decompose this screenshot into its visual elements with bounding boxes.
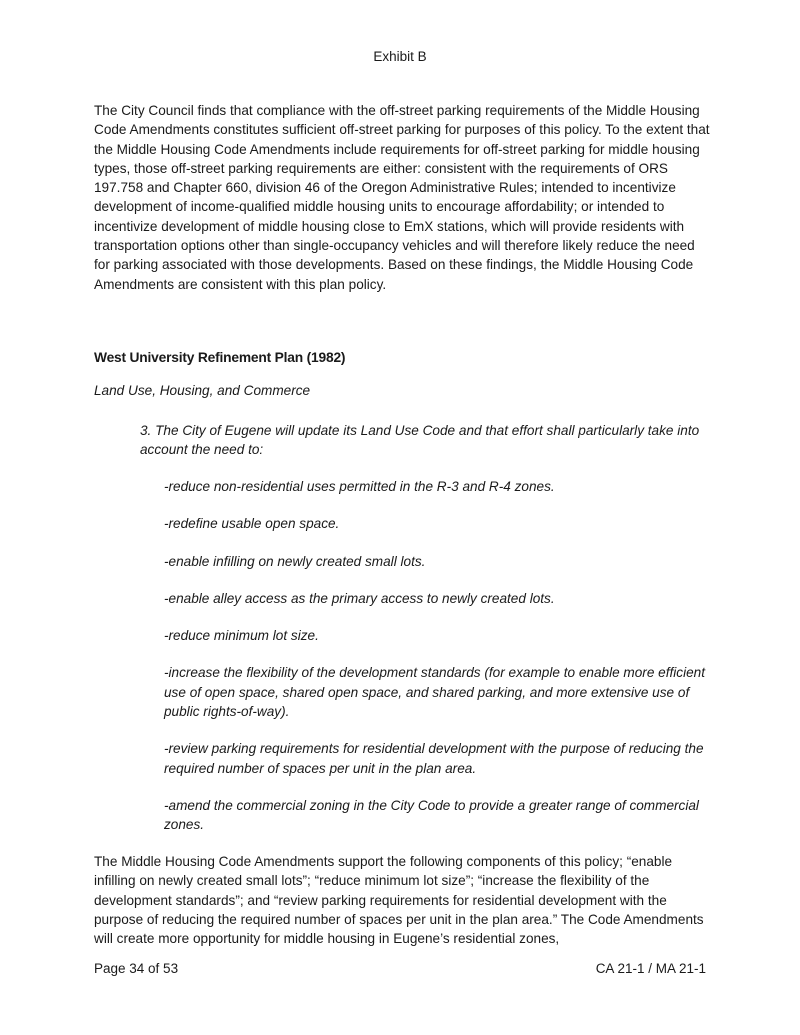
intro-paragraph: The City Council finds that compliance with the off-street parking requirements of the Middle Housing Code Amendments constitutes sufficient off-street parking for purposes of this policy. To the extent that the Middle Housing Code Amendments include requirements for off-street parking for middle housing types, those off-street parking requirements are either: consistent with the requirements of ORS 197.758 and Chapter 660, division 46 of the Oregon Administrative Rules; intended to incentivize development of income-qualified middle housing units to encourage affordability; or intended to incentivize development of middle housing close to EmX stations, which will provide residents with transportation options other than single-occupancy vehicles and will therefore likely reduce the need for parking associated with those developments. Based on these findings, the Middle Housing Code Amendments are consistent with this plan policy. [94,103,710,292]
case-number: CA 21-1 / MA 21-1 [595,961,706,976]
list-item: -enable alley access as the primary access to newly created lots. [164,590,555,606]
list-item: -amend the commercial zoning in the City Code to provide a greater range of commercial zones. [164,797,699,833]
page-number: Page 34 of 53 [94,961,179,976]
list-item: -reduce minimum lot size. [164,628,319,644]
section-heading: West University Refinement Plan (1982) [94,350,346,365]
list-item: -increase the flexibility of the development standards (for example to enable more efficient use of open space, shared open space, and shared parking, and more extensive use of public rights-of-way). [164,665,706,720]
section-subheading: Land Use, Housing, and Commerce [94,383,311,398]
closing-paragraph: The Middle Housing Code Amendments support the following components of this policy; “enable infilling on newly created small lots”; “reduce minimum lot size”; “increase the flexibility of the development standards”; and “review parking requirements for residential development with the purpose of reducing the required number of spaces per unit in the plan area.” The Code Amendments will create more opportunity for middle housing in Eugene’s residential zones, [94,854,704,947]
policy-bullet-list [164,477,710,853]
list-item: -reduce non-residential uses permitted in the R-3 and R-4 zones. [164,479,555,494]
policy-text: 3. The City of Eugene will update its Land Use Code and that effort shall particularly take into account the need to: [140,423,700,458]
list-item: -redefine usable open space. [164,516,340,532]
list-item: -enable infilling on newly created small lots. [164,553,426,569]
list-item: -review parking requirements for residential development with the purpose of reducing the required number of spaces per unit in the plan area. [164,741,704,776]
page-header-title: Exhibit B [373,49,427,64]
